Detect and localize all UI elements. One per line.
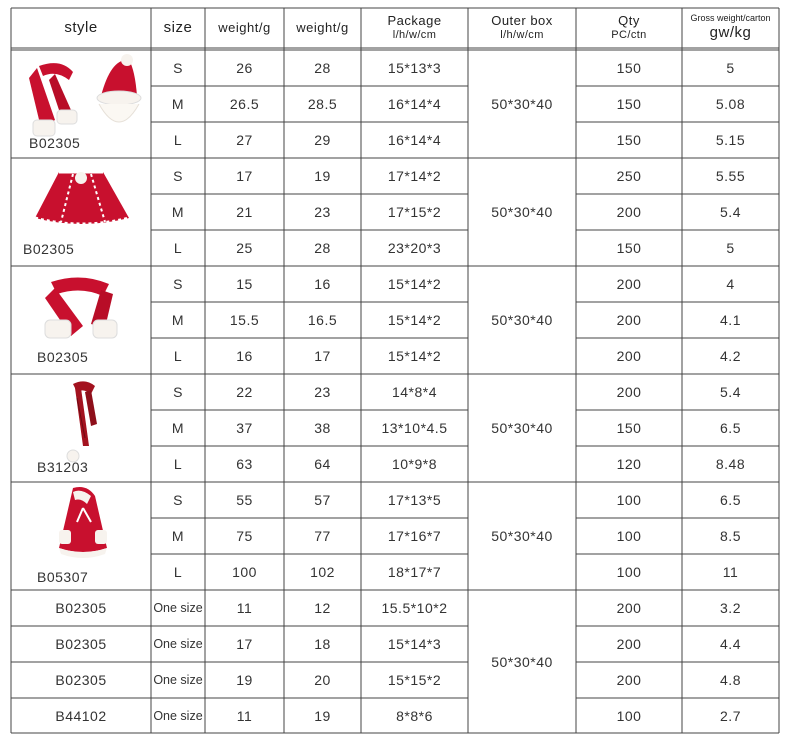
weight-net-cell: 16 bbox=[236, 348, 253, 364]
size-cell: One size bbox=[153, 708, 203, 723]
weight-gross-cell: 28.5 bbox=[307, 96, 338, 112]
size-cell: M bbox=[171, 312, 185, 328]
outer-box-cell: 50*30*40 bbox=[491, 312, 553, 328]
weight-gross-cell: 23 bbox=[314, 204, 331, 220]
size-cell: M bbox=[171, 204, 185, 220]
gross-weight-cell: 2.7 bbox=[720, 707, 741, 724]
package-cell: 16*14*4 bbox=[387, 132, 442, 148]
product-image-cape bbox=[11, 158, 151, 264]
outer-box-cell: 50*30*40 bbox=[491, 653, 553, 670]
gross-weight-cell: 4.1 bbox=[720, 312, 741, 328]
product-image-knitted-scarf bbox=[11, 374, 151, 480]
package-cell: 16*14*4 bbox=[387, 96, 442, 112]
size-cell: S bbox=[173, 276, 183, 292]
qty-cell: 100 bbox=[616, 492, 642, 508]
size-cell: S bbox=[173, 384, 183, 400]
gross-weight-cell: 8.48 bbox=[715, 456, 746, 472]
weight-net-cell: 63 bbox=[236, 456, 253, 472]
qty-cell: 200 bbox=[616, 348, 642, 364]
size-cell: L bbox=[173, 456, 183, 472]
weight-net-cell: 19 bbox=[236, 672, 253, 688]
weight-net-cell: 15 bbox=[236, 276, 253, 292]
product-code: B02305 bbox=[23, 241, 75, 257]
package-cell: 17*16*7 bbox=[387, 528, 442, 544]
gross-weight-cell: 5 bbox=[726, 240, 735, 256]
product-code: B05307 bbox=[37, 569, 89, 585]
gross-weight-cell: 4.4 bbox=[720, 636, 741, 652]
qty-cell: 100 bbox=[616, 564, 642, 580]
weight-net-cell: 55 bbox=[236, 492, 253, 508]
weight-gross-cell: 17 bbox=[314, 348, 331, 364]
size-cell: One size bbox=[153, 673, 203, 687]
package-cell: 17*13*5 bbox=[387, 492, 442, 508]
qty-cell: 200 bbox=[616, 600, 642, 616]
package-cell: 14*8*4 bbox=[391, 384, 438, 400]
qty-cell: 150 bbox=[616, 96, 642, 112]
size-cell: L bbox=[173, 348, 183, 364]
size-cell: L bbox=[173, 240, 183, 256]
package-cell: 15*14*2 bbox=[387, 312, 442, 328]
col-header-qty: Qty PC/ctn bbox=[611, 13, 647, 42]
col-header-gross-weight: Gross weight/carton gw/kg bbox=[690, 13, 771, 42]
package-cell: 15*13*3 bbox=[387, 60, 442, 76]
package-cell: 15*14*2 bbox=[387, 348, 442, 364]
style-code-cell: B02305 bbox=[55, 600, 107, 616]
size-cell: S bbox=[173, 60, 183, 76]
package-cell: 17*14*2 bbox=[387, 168, 442, 184]
package-cell: 15*14*3 bbox=[387, 636, 442, 652]
col-header-weight-gross: weight/g bbox=[296, 19, 349, 35]
gross-weight-cell: 5 bbox=[726, 60, 735, 76]
weight-gross-cell: 16.5 bbox=[307, 312, 338, 328]
package-cell: 13*10*4.5 bbox=[381, 420, 448, 436]
weight-net-cell: 17 bbox=[236, 636, 253, 652]
gross-weight-cell: 6.5 bbox=[720, 420, 741, 436]
weight-net-cell: 75 bbox=[236, 528, 253, 544]
outer-box-cell: 50*30*40 bbox=[491, 528, 553, 544]
size-cell: S bbox=[173, 168, 183, 184]
product-code: B02305 bbox=[37, 349, 89, 365]
gross-weight-cell: 8.5 bbox=[720, 528, 741, 544]
gross-weight-cell: 4.2 bbox=[720, 348, 741, 364]
weight-gross-cell: 20 bbox=[314, 672, 331, 688]
weight-net-cell: 26.5 bbox=[229, 96, 260, 112]
weight-net-cell: 15.5 bbox=[229, 312, 260, 328]
size-cell: S bbox=[173, 492, 183, 508]
weight-net-cell: 26 bbox=[236, 60, 253, 76]
weight-gross-cell: 18 bbox=[314, 636, 331, 652]
package-cell: 23*20*3 bbox=[387, 240, 442, 256]
weight-net-cell: 22 bbox=[236, 384, 253, 400]
gross-weight-cell: 4.8 bbox=[720, 672, 741, 688]
package-cell: 15.5*10*2 bbox=[381, 600, 448, 616]
package-cell: 15*14*2 bbox=[387, 276, 442, 292]
col-header-style: style bbox=[64, 18, 98, 36]
weight-gross-cell: 19 bbox=[314, 168, 331, 184]
package-cell: 8*8*6 bbox=[396, 707, 433, 724]
gross-weight-cell: 5.4 bbox=[720, 384, 741, 400]
weight-net-cell: 100 bbox=[232, 564, 257, 580]
product-code: B02305 bbox=[29, 135, 81, 151]
col-header-size: size bbox=[163, 18, 193, 36]
style-code-cell: B02305 bbox=[55, 672, 107, 688]
weight-gross-cell: 64 bbox=[314, 456, 331, 472]
weight-net-cell: 37 bbox=[236, 420, 253, 436]
weight-gross-cell: 28 bbox=[314, 60, 331, 76]
qty-cell: 150 bbox=[616, 60, 642, 76]
qty-cell: 200 bbox=[616, 672, 642, 688]
gross-weight-cell: 4 bbox=[726, 276, 735, 292]
qty-cell: 200 bbox=[616, 636, 642, 652]
package-cell: 18*17*7 bbox=[387, 564, 442, 580]
gross-weight-cell: 5.55 bbox=[715, 168, 746, 184]
weight-gross-cell: 102 bbox=[310, 564, 335, 580]
weight-gross-cell: 12 bbox=[314, 600, 331, 616]
qty-cell: 150 bbox=[616, 132, 642, 148]
gross-weight-cell: 5.08 bbox=[715, 96, 746, 112]
qty-cell: 120 bbox=[616, 456, 642, 472]
weight-net-cell: 25 bbox=[236, 240, 253, 256]
weight-gross-cell: 29 bbox=[314, 132, 331, 148]
product-code: B31203 bbox=[37, 459, 89, 475]
weight-net-cell: 17 bbox=[236, 168, 253, 184]
qty-cell: 100 bbox=[616, 707, 642, 724]
qty-cell: 150 bbox=[616, 420, 642, 436]
weight-net-cell: 27 bbox=[236, 132, 253, 148]
style-code-cell: B02305 bbox=[55, 636, 107, 652]
style-code-cell: B44102 bbox=[55, 707, 107, 724]
outer-box-cell: 50*30*40 bbox=[491, 204, 553, 220]
product-image-hat-scarf-set bbox=[11, 50, 151, 156]
qty-cell: 250 bbox=[616, 168, 642, 184]
gross-weight-cell: 6.5 bbox=[720, 492, 741, 508]
weight-gross-cell: 77 bbox=[314, 528, 331, 544]
product-image-hooded-cloak bbox=[11, 482, 151, 588]
weight-gross-cell: 23 bbox=[314, 384, 331, 400]
package-cell: 10*9*8 bbox=[391, 456, 438, 472]
gross-weight-cell: 5.15 bbox=[715, 132, 746, 148]
size-cell: M bbox=[171, 528, 185, 544]
outer-box-cell: 50*30*40 bbox=[491, 96, 553, 112]
size-cell: One size bbox=[153, 601, 203, 615]
weight-net-cell: 11 bbox=[236, 707, 253, 724]
weight-gross-cell: 16 bbox=[314, 276, 331, 292]
weight-net-cell: 11 bbox=[236, 600, 253, 616]
size-cell: M bbox=[171, 96, 185, 112]
weight-gross-cell: 28 bbox=[314, 240, 331, 256]
size-cell: One size bbox=[153, 637, 203, 651]
qty-cell: 200 bbox=[616, 312, 642, 328]
size-cell: M bbox=[171, 420, 185, 436]
qty-cell: 200 bbox=[616, 276, 642, 292]
package-cell: 15*15*2 bbox=[387, 672, 442, 688]
qty-cell: 150 bbox=[616, 240, 642, 256]
qty-cell: 200 bbox=[616, 204, 642, 220]
outer-box-cell: 50*30*40 bbox=[491, 420, 553, 436]
gross-weight-cell: 11 bbox=[722, 564, 739, 580]
col-header-weight-net: weight/g bbox=[218, 19, 271, 35]
weight-net-cell: 21 bbox=[236, 204, 253, 220]
weight-gross-cell: 19 bbox=[314, 707, 331, 724]
gross-weight-cell: 5.4 bbox=[720, 204, 741, 220]
col-header-package: Package l/h/w/cm bbox=[387, 13, 442, 42]
qty-cell: 200 bbox=[616, 384, 642, 400]
size-cell: L bbox=[173, 132, 183, 148]
gross-weight-cell: 3.2 bbox=[720, 600, 741, 616]
product-image-plush-scarf bbox=[11, 266, 151, 372]
qty-cell: 100 bbox=[616, 528, 642, 544]
col-header-outer-box: Outer box l/h/w/cm bbox=[491, 13, 553, 42]
weight-gross-cell: 38 bbox=[314, 420, 331, 436]
package-cell: 17*15*2 bbox=[387, 204, 442, 220]
size-cell: L bbox=[173, 564, 183, 580]
weight-gross-cell: 57 bbox=[314, 492, 331, 508]
